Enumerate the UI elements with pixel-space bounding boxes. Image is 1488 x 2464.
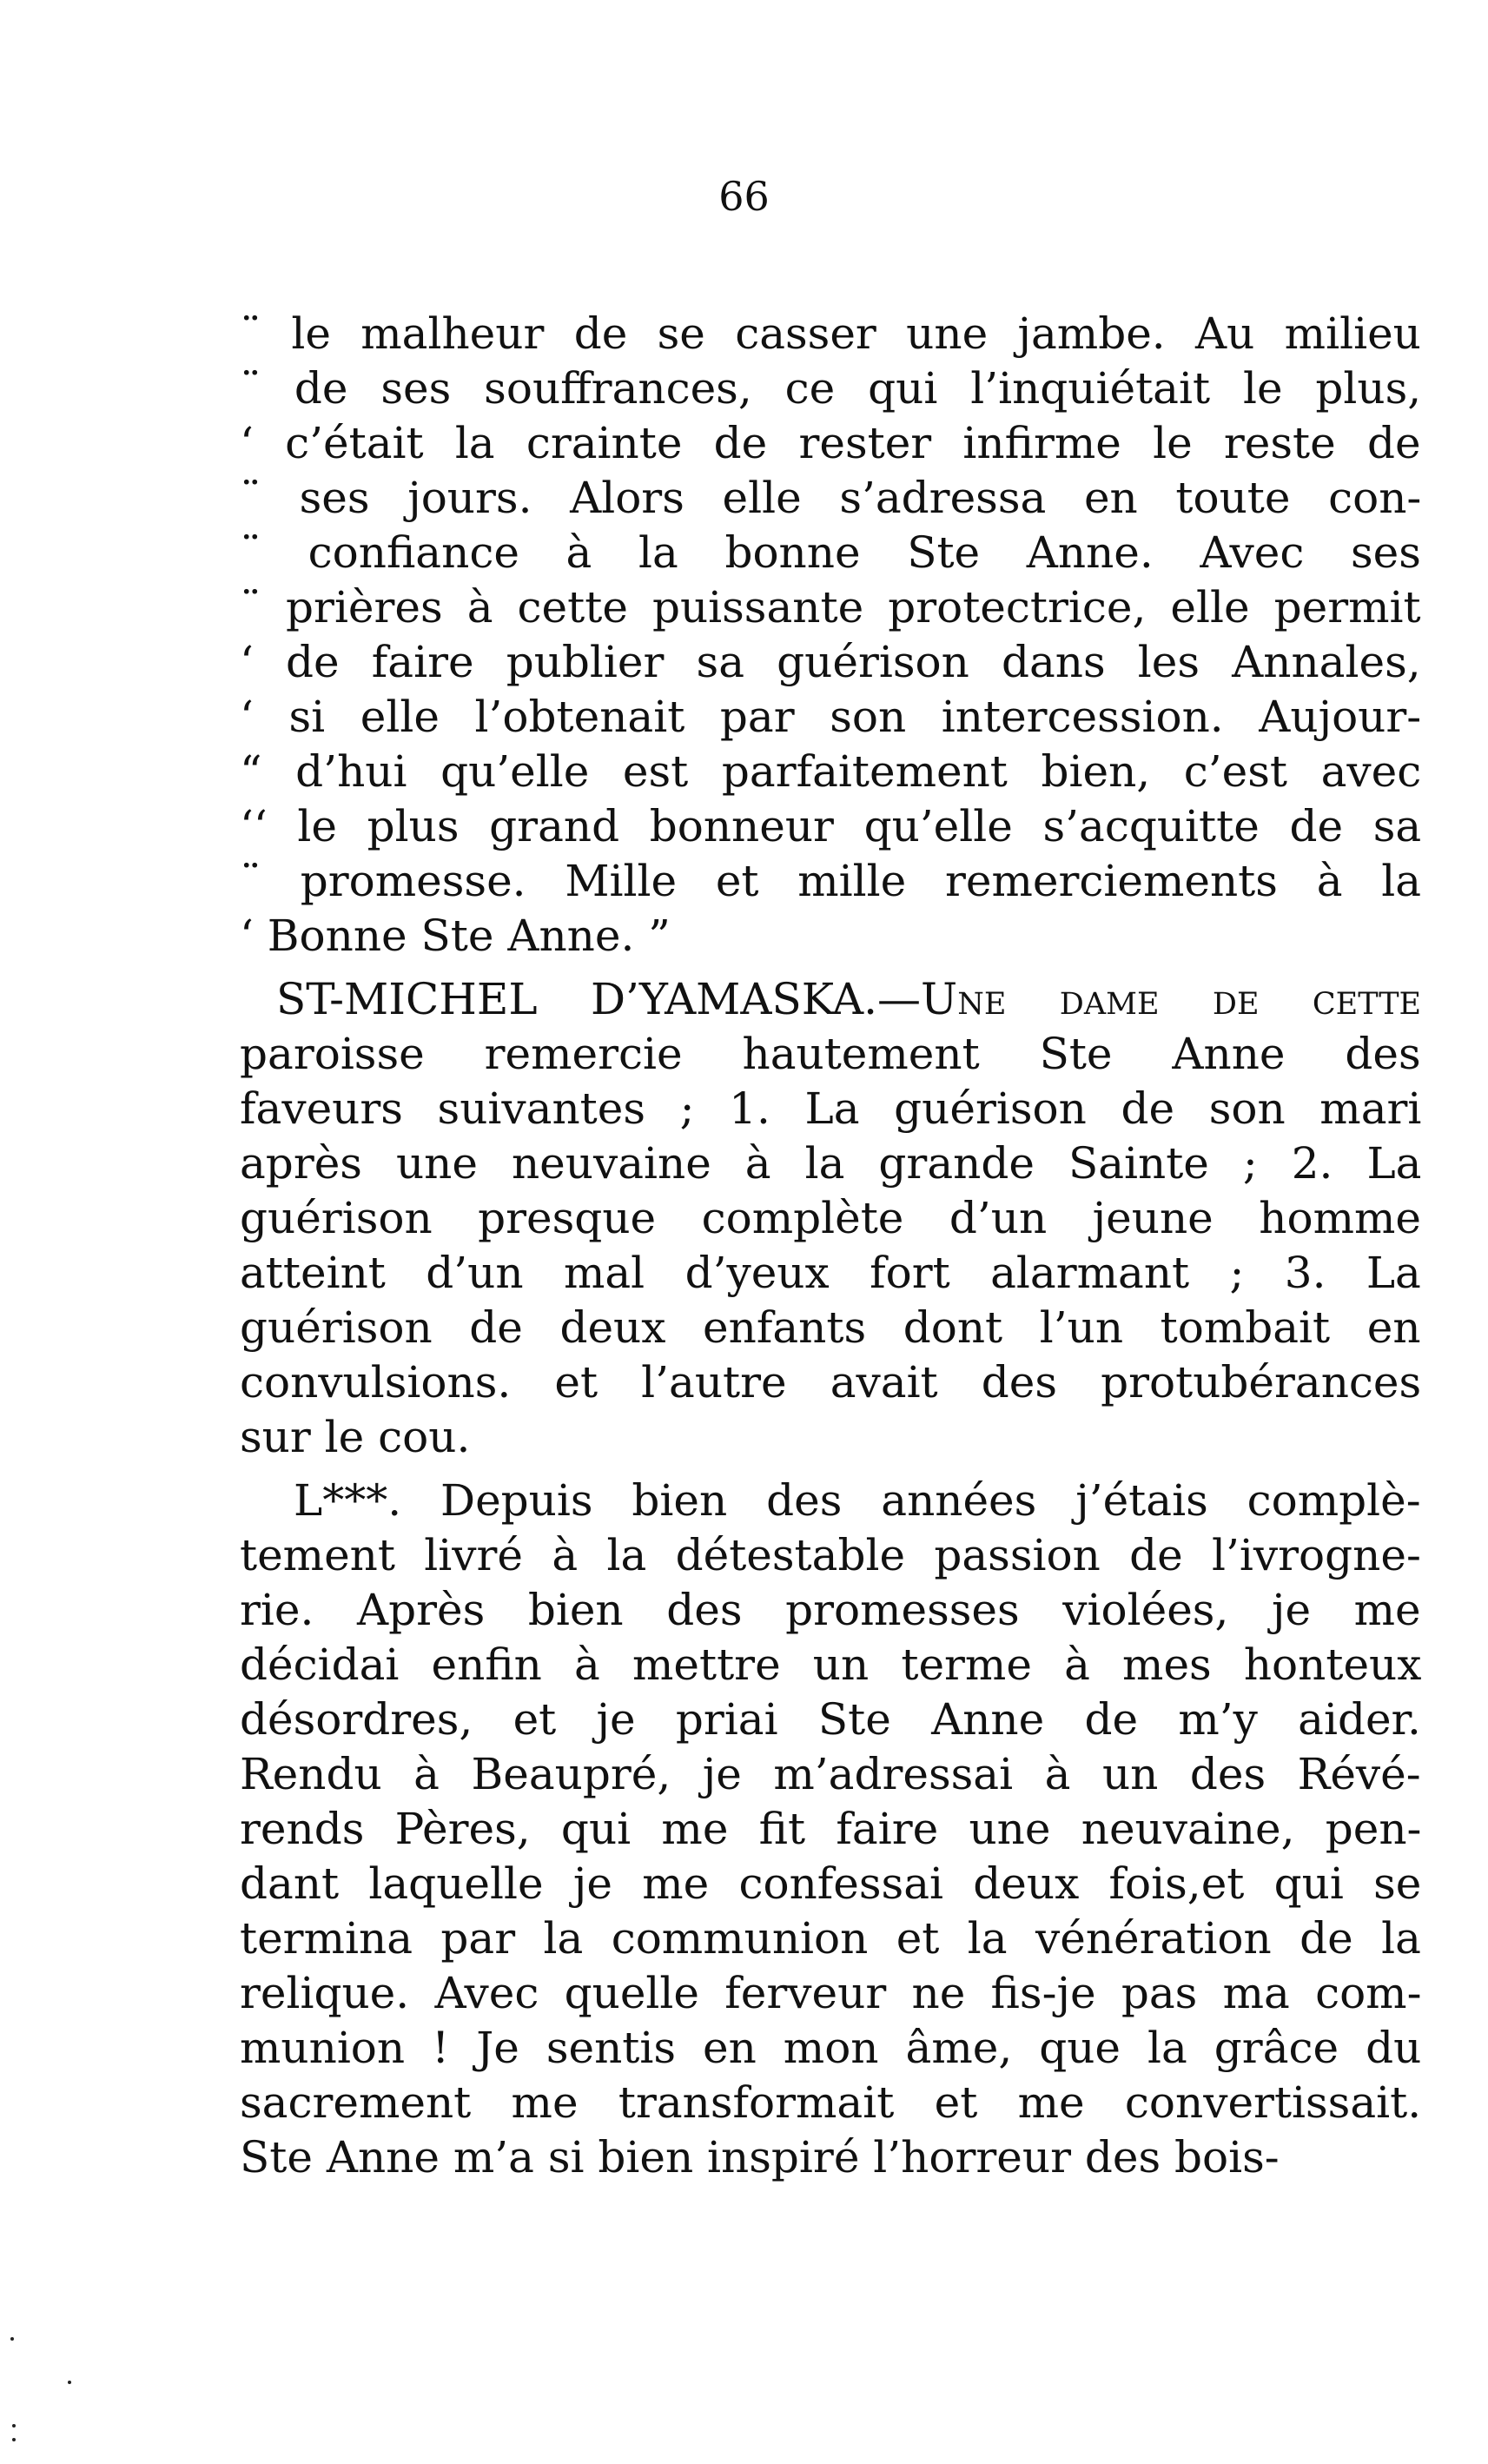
- text-line: munion ! Je sentis en mon âme, que la grâce du: [240, 2023, 1422, 2073]
- text-line: faveurs suivantes ; 1. La guérison de son mari: [240, 1083, 1422, 1134]
- text-line: ‘ c’était la crainte de rester infirme le reste de: [240, 418, 1421, 468]
- text-line: ‘ de faire publier sa guérison dans les Annales,: [240, 637, 1421, 687]
- text-line: ¨ ses jours. Alors elle s’adressa en toute con-: [240, 473, 1422, 523]
- scan-speck: [10, 2337, 14, 2341]
- text-line: relique. Avec quelle ferveur ne fis-je pas ma com-: [240, 1968, 1422, 2018]
- scan-speck: [12, 2424, 16, 2428]
- text-line: Ste Anne m’a si bien inspiré l’horreur des bois-: [240, 2132, 1280, 2182]
- text-line: ¨ le malheur de se casser une jambe. Au milieu: [240, 308, 1421, 359]
- section-heading-line: ST-MICHEL D’YAMASKA.—Une dame de cette: [276, 974, 1422, 1024]
- text-line: ‘ si elle l’obtenait par son intercession. Aujour-: [240, 692, 1422, 742]
- text-line: rends Pères, qui me fit faire une neuvaine, pen-: [240, 1804, 1422, 1854]
- text-line: guérison de deux enfants dont l’un tombait en: [240, 1302, 1421, 1353]
- text-line: ¨ confiance à la bonne Ste Anne. Avec ses: [240, 527, 1421, 578]
- text-line: convulsions. et l’autre avait des protubérances: [240, 1357, 1422, 1408]
- text-line: ¨ de ses souffrances, ce qui l’inquiétait le plus,: [240, 363, 1422, 414]
- scan-speck: [12, 2438, 16, 2441]
- text-line: ¨ promesse. Mille et mille remerciements à la: [240, 856, 1422, 906]
- text-line: après une neuvaine à la grande Sainte ; 2. La: [240, 1138, 1422, 1189]
- text-line: “ d’hui qu’elle est parfaitement bien, c’est avec: [240, 746, 1422, 797]
- text-line: sacrement me transformait et me convertissait.: [240, 2077, 1422, 2128]
- scan-speck: [68, 2381, 71, 2384]
- text-line: paroisse remercie hautement Ste Anne des: [240, 1029, 1421, 1079]
- text-line: rie. Après bien des promesses violées, je me: [240, 1585, 1421, 1635]
- text-line: atteint d’un mal d’yeux fort alarmant ; 3. La: [240, 1248, 1421, 1298]
- text-line: décidai enfin à mettre un terme à mes honteux: [240, 1639, 1422, 1690]
- text-line: ‘‘ le plus grand bonneur qu’elle s’acquitte de sa: [240, 801, 1422, 851]
- text-line: sur le cou.: [240, 1412, 471, 1462]
- text-line: termina par la communion et la vénération de la: [240, 1913, 1421, 1964]
- text-line: dant laquelle je me confessai deux fois,et qui se: [240, 1858, 1422, 1909]
- text-line: guérison presque complète d’un jeune homme: [240, 1193, 1421, 1243]
- text-line: tement livré à la détestable passion de l’ivrogne-: [240, 1530, 1421, 1580]
- text-line: désordres, et je priai Ste Anne de m’y aider.: [240, 1694, 1421, 1745]
- text-line: ‘ Bonne Ste Anne. ”: [240, 911, 671, 961]
- section-heading-line: L***. Depuis bien des années j’étais complè-: [294, 1475, 1421, 1526]
- text-line: ¨ prières à cette puissante protectrice, elle permit: [240, 582, 1421, 633]
- page-number: 66: [718, 173, 770, 220]
- text-line: Rendu à Beaupré, je m’adressai à un des Révé-: [240, 1749, 1421, 1799]
